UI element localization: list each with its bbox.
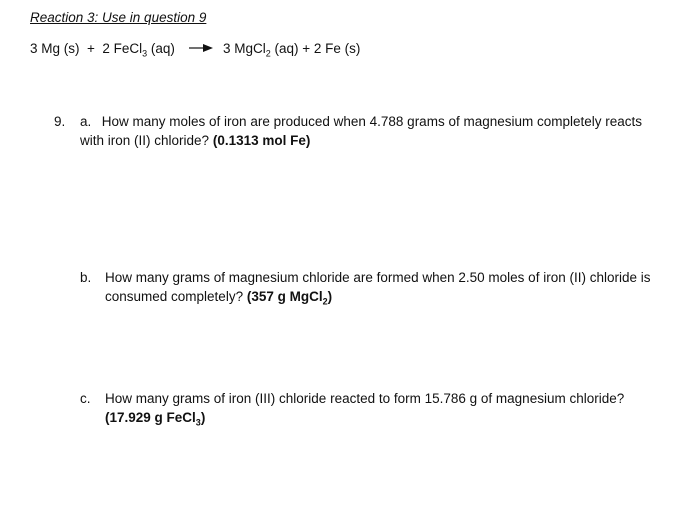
reaction-equation bbox=[30, 39, 360, 58]
question-number: 9. bbox=[54, 114, 66, 129]
question-9b-text-line1: How many grams of magnesium chloride are formed when 2.50 moles of iron (II) chloride is bbox=[105, 270, 651, 285]
question-9c-answer-subscript: 3 bbox=[195, 417, 201, 428]
equation-reactants-tail: (aq) bbox=[147, 41, 175, 56]
question-9a-answer: (0.1313 mol Fe) bbox=[212, 133, 311, 148]
question-9c-label: c. bbox=[80, 391, 91, 406]
equation-reactants-subscript: 3 bbox=[142, 48, 148, 59]
equation-products: 3 MgCl bbox=[222, 41, 266, 56]
question-9a-text-line1: How many moles of iron are produced when 4.788 grams of magnesium completely reacts bbox=[101, 114, 643, 129]
question-9b-label: b. bbox=[80, 270, 92, 285]
question-9b bbox=[80, 268, 680, 306]
question-9b-text-line2: consumed completely? bbox=[105, 289, 244, 304]
reaction-arrow-icon bbox=[189, 42, 213, 54]
question-9a-label: a. bbox=[80, 114, 92, 129]
question-9b-answer-subscript: 2 bbox=[322, 296, 328, 307]
question-9c-text-line1: How many grams of iron (III) chloride reacted to form 15.786 g of magnesium chloride? bbox=[105, 391, 625, 406]
equation-products-subscript: 2 bbox=[265, 48, 271, 59]
question-9c-answer-tail: ) bbox=[200, 410, 206, 425]
equation-products-tail: (aq) + 2 Fe (s) bbox=[270, 41, 361, 56]
question-9a-text-line2: with iron (II) chloride? bbox=[80, 133, 210, 148]
question-9c bbox=[80, 389, 680, 427]
equation-reactants: 3 Mg (s) + 2 FeCl bbox=[30, 41, 143, 56]
question-9b-answer bbox=[246, 289, 333, 307]
question-9b-answer-main: (357 g MgCl bbox=[246, 289, 323, 304]
section-heading: Reaction 3: Use in question 9 bbox=[30, 10, 207, 25]
question-9c-answer-main: (17.929 g FeCl bbox=[105, 410, 196, 425]
question-9b-answer-tail: ) bbox=[327, 289, 333, 304]
question-9a bbox=[80, 112, 680, 150]
question-9c-answer bbox=[105, 410, 206, 428]
